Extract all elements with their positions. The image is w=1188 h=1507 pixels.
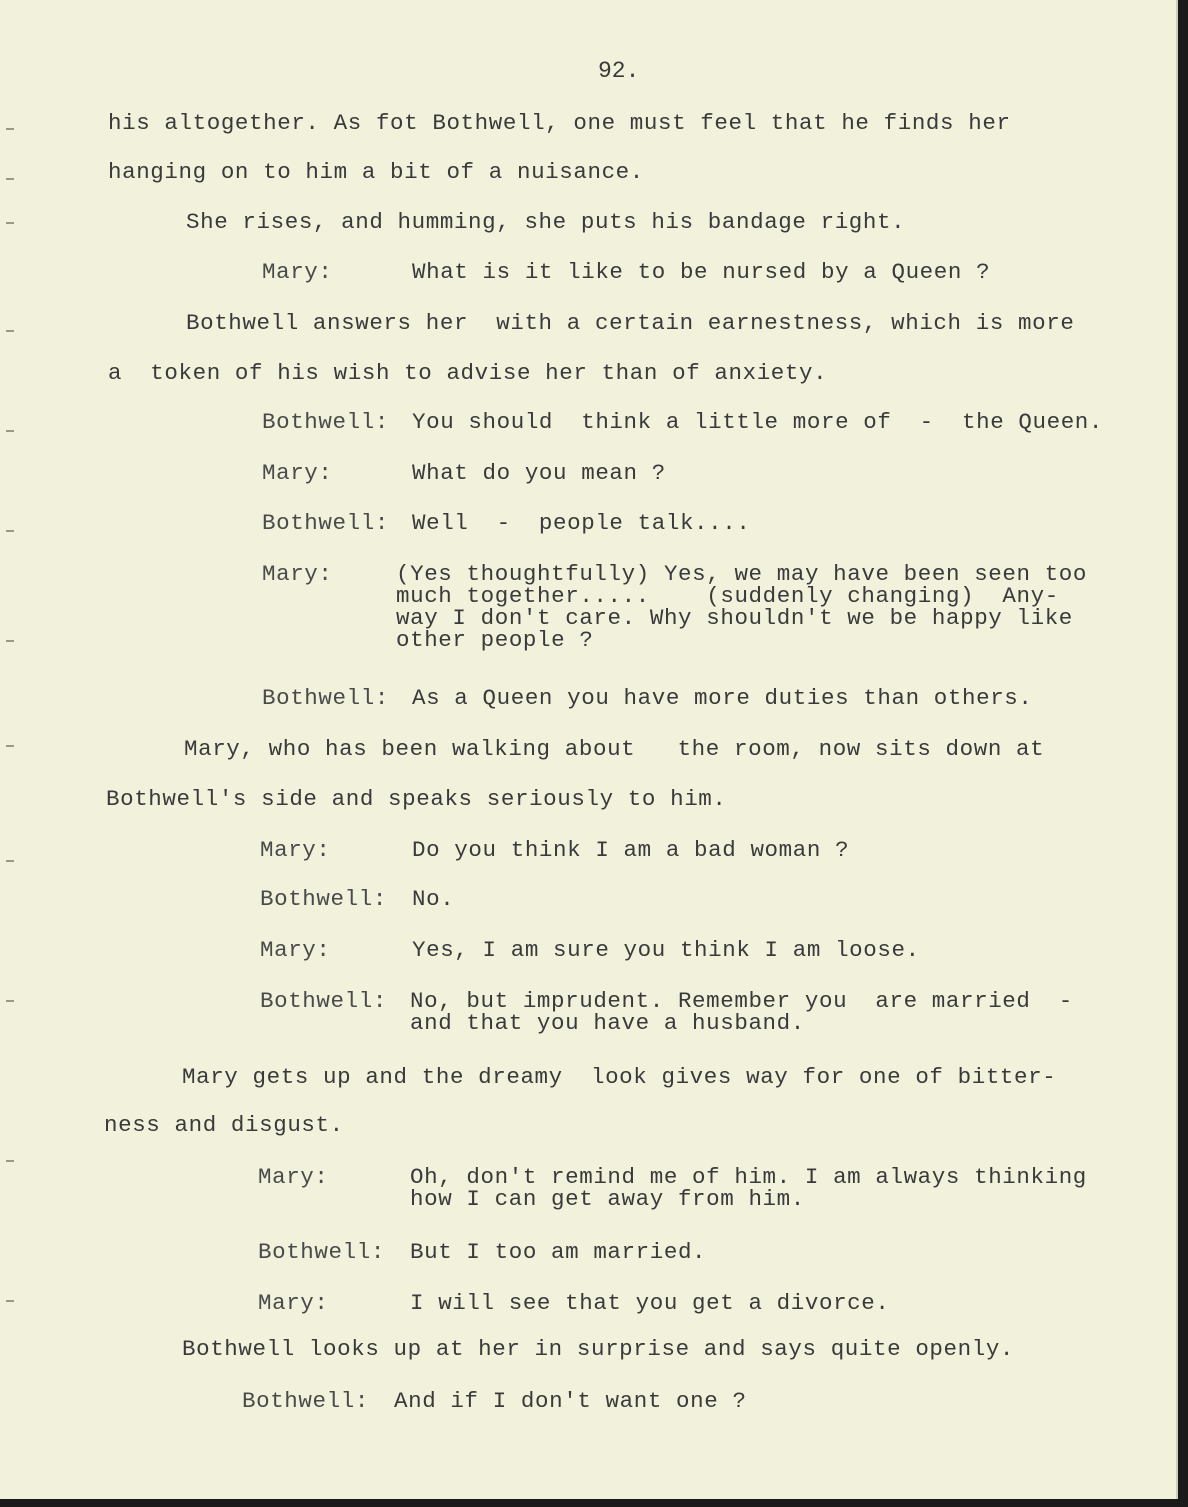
narrative-line: Bothwell's side and speaks seriously to him. <box>106 786 727 812</box>
speaker-label: Mary: <box>262 460 333 486</box>
speaker-label: Mary: <box>262 259 333 285</box>
speech-text: No. <box>412 886 455 912</box>
speech-text: What do you mean ? <box>412 460 666 486</box>
speech-text: But I too am married. <box>410 1239 707 1265</box>
margin-mark <box>6 860 14 862</box>
narrative-line: Bothwell answers her with a certain earnestness, which is more <box>186 310 1075 336</box>
speech-text: What is it like to be nursed by a Queen ? <box>412 259 991 285</box>
speaker-label: Mary: <box>262 561 333 587</box>
speaker-label: Bothwell: <box>260 886 387 912</box>
margin-mark <box>6 745 14 747</box>
margin-mark <box>6 640 14 642</box>
narrative-line: hanging on to him a bit of a nuisance. <box>108 159 644 185</box>
margin-mark <box>6 530 14 532</box>
speech-text: No, but imprudent. Remember you are married - and that you have a husband. <box>410 988 1073 1036</box>
margin-mark <box>6 1000 14 1002</box>
speech-text: As a Queen you have more duties than others. <box>412 685 1033 711</box>
margin-mark <box>6 1160 14 1162</box>
narrative-line: She rises, and humming, she puts his bandage right. <box>186 209 906 235</box>
narrative-line: Mary, who has been walking about the room, now sits down at <box>184 736 1045 762</box>
speech-text: Do you think I am a bad woman ? <box>412 837 850 863</box>
speech-text: And if I don't want one ? <box>394 1388 747 1414</box>
speaker-label: Mary: <box>260 837 331 863</box>
speaker-label: Bothwell: <box>242 1388 369 1414</box>
margin-mark <box>6 128 14 130</box>
speaker-label: Mary: <box>258 1164 329 1190</box>
speaker-label: Bothwell: <box>258 1239 385 1265</box>
narrative-line: his altogether. As fot Bothwell, one must feel that he finds her <box>108 110 1011 136</box>
narrative-line: a token of his wish to advise her than of anxiety. <box>108 360 828 386</box>
margin-mark <box>6 430 14 432</box>
narrative-line: Mary gets up and the dreamy look gives way for one of bitter- <box>182 1064 1057 1090</box>
margin-mark <box>6 178 14 180</box>
speaker-label: Bothwell: <box>262 510 389 536</box>
speech-text: I will see that you get a divorce. <box>410 1290 890 1316</box>
speech-text: You should think a little more of - the Queen. <box>412 409 1104 435</box>
margin-mark <box>6 1300 14 1302</box>
narrative-line: Bothwell looks up at her in surprise and says quite openly. <box>182 1336 1015 1362</box>
speech-text: Well - people talk.... <box>412 510 751 536</box>
speech-text: (Yes thoughtfully) Yes, we may have been seen too much together..... (suddenly changing) Any- way I don't care. Why shouldn't we be happy like other people ? <box>396 561 1088 653</box>
narrative-line: ness and disgust. <box>104 1112 344 1138</box>
speaker-label: Bothwell: <box>262 685 389 711</box>
speech-text: Oh, don't remind me of him. I am always thinking how I can get away from him. <box>410 1164 1087 1212</box>
speaker-label: Mary: <box>260 937 331 963</box>
margin-mark <box>6 330 14 332</box>
speaker-label: Mary: <box>258 1290 329 1316</box>
page-number: 92. <box>598 58 640 84</box>
margin-mark <box>6 222 14 224</box>
speaker-label: Bothwell: <box>262 409 389 435</box>
speech-text: Yes, I am sure you think I am loose. <box>412 937 920 963</box>
speaker-label: Bothwell: <box>260 988 387 1014</box>
